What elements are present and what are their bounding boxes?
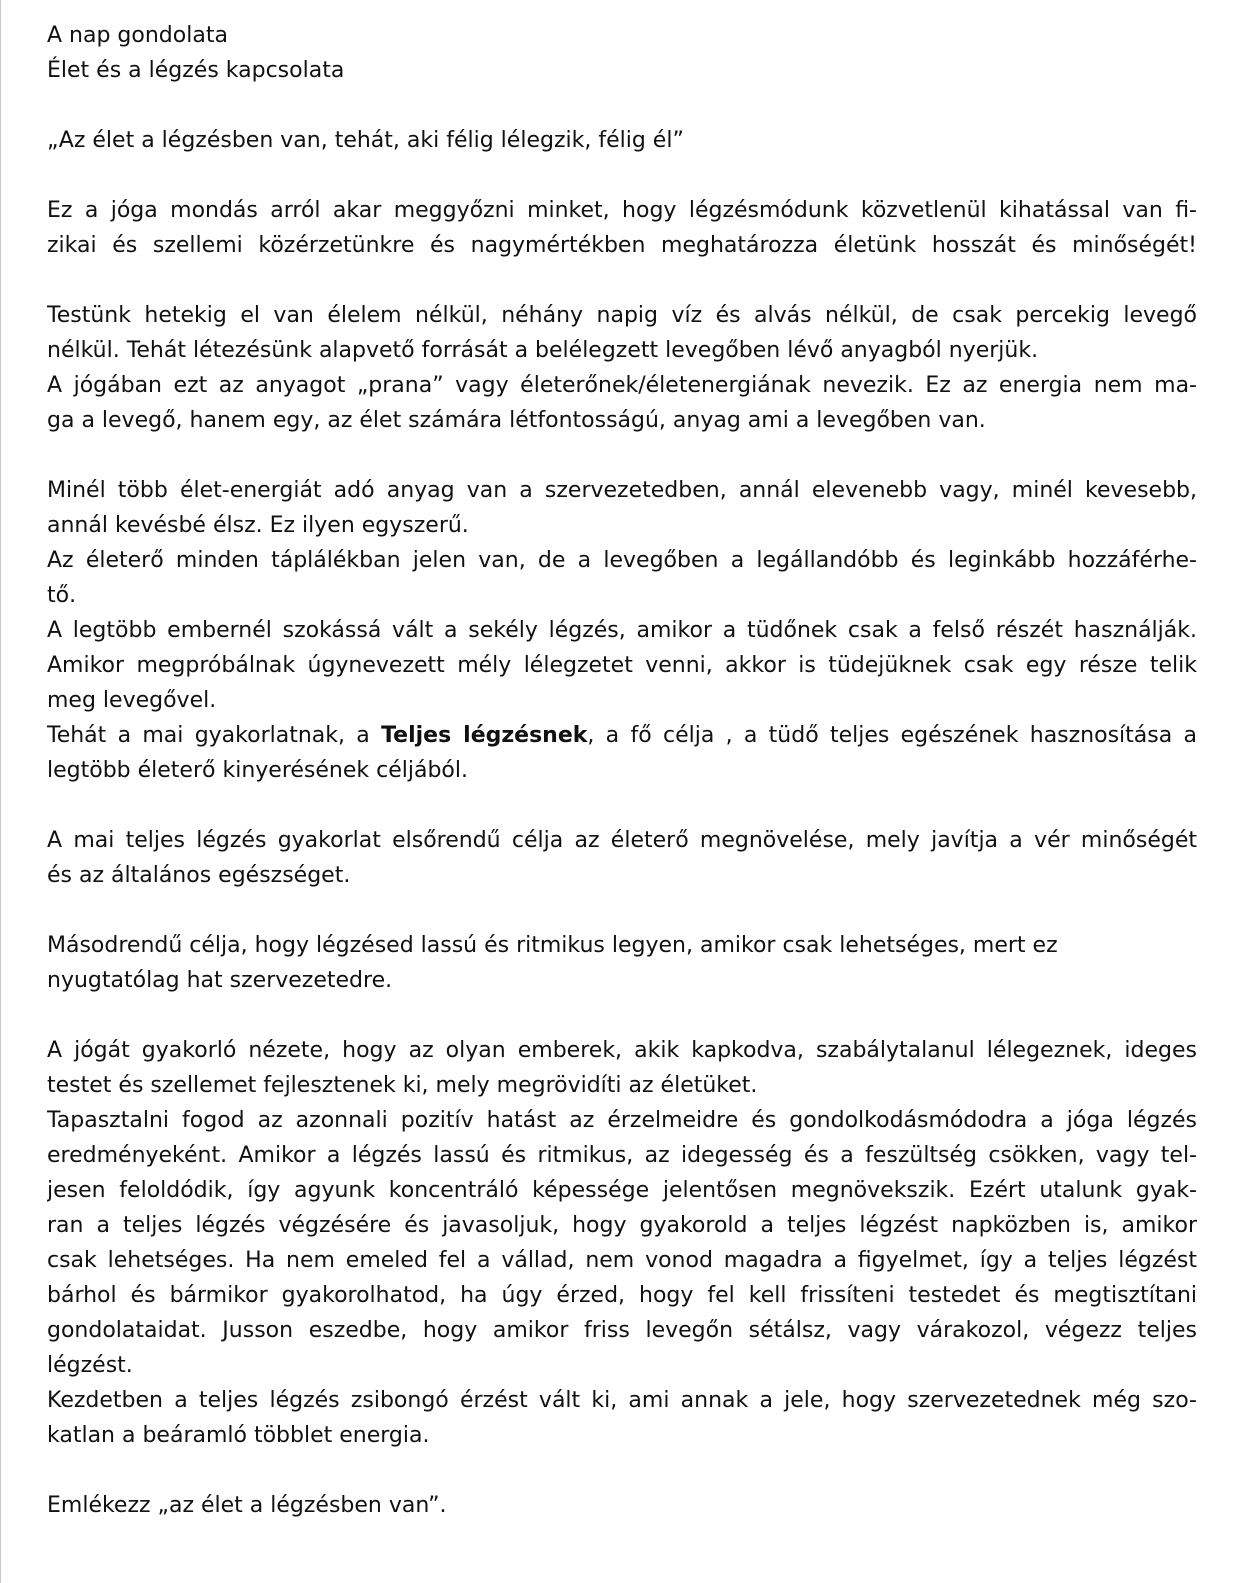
paragraph-line: Ez a jóga mondás arról akar meggyőzni minket, hogy légzésmódunk közvetlenül kihatással van fi- [47, 198, 1197, 223]
paragraph-gap [47, 158, 1197, 193]
paragraph-6 [47, 1033, 1197, 1453]
paragraph-3 [47, 473, 1197, 788]
paragraph-line: A jógában ezt az anyagot „prana” vagy életerőnek/életenergiának nevezik. Ez az energia nem ma- [47, 373, 1197, 398]
paragraph-line: tő. [47, 583, 77, 608]
paragraph-line: Minél több élet-energiát adó anyag van a szervezetedben, annál elevenebb vagy, minél kevesebb, [47, 478, 1197, 503]
paragraph-line: Kezdetben a teljes légzés zsibongó érzést vált ki, ami annak a jele, hogy szervezetednek még szo- [47, 1388, 1197, 1413]
paragraph-line: Az életerő minden táplálékban jelen van, de a levegőben a legállandóbb és leginkább hozzáférhe- [47, 548, 1197, 573]
paragraph-line: bárhol és bármikor gyakorolhatod, ha úgy érzed, hogy fel kell frissíteni testedet és megtisztítani [47, 1283, 1197, 1308]
paragraph-line: ran a teljes légzés végzésére és javasoljuk, hogy gyakorold a teljes légzést napközben is, amikor [47, 1213, 1197, 1238]
paragraph-5 [47, 928, 1197, 998]
paragraph-gap [47, 438, 1197, 473]
paragraph-gap [47, 893, 1197, 928]
paragraph-gap [47, 998, 1197, 1033]
paragraph-line: Testünk hetekig el van élelem nélkül, néhány napig víz és alvás nélkül, de csak percekig levegő [47, 303, 1197, 328]
paragraph-line: nyugtatólag hat szervezetedre. [47, 968, 393, 993]
paragraph-gap [47, 1453, 1197, 1488]
paragraph-line: meg levegővel. [47, 688, 217, 713]
document-title: A nap gondolata [47, 23, 228, 48]
paragraph-line: katlan a beáramló többlet energia. [47, 1423, 430, 1448]
paragraph-line: zikai és szellemi közérzetünkre és nagymértékben meghatározza életünk hosszát és minőségét! [47, 233, 1197, 258]
paragraph-line: Másodrendű célja, hogy légzésed lassú és ritmikus legyen, amikor csak lehetséges, mert ez [47, 933, 1058, 958]
paragraph-line: A mai teljes légzés gyakorlat elsőrendű célja az életerő megnövelése, mely javítja a vér minőségét [47, 828, 1197, 853]
paragraph-2 [47, 298, 1197, 438]
paragraph-line: legtöbb életerő kinyerésének céljából. [47, 758, 468, 783]
paragraph-gap [47, 788, 1197, 823]
text-after-bold: , a fő célja , a tüdő teljes egészének hasznosítása a [587, 723, 1197, 748]
paragraph-line: A legtöbb embernél szokássá vált a sekély légzés, amikor a tüdőnek csak a felső részét használják. [47, 618, 1197, 643]
paragraph-4 [47, 823, 1197, 893]
paragraph-gap [47, 88, 1197, 123]
paragraph-line: ga a levegő, hanem egy, az élet számára létfontosságú, anyag ami a levegőben van. [47, 408, 986, 433]
document-subtitle: Élet és a légzés kapcsolata [47, 58, 345, 83]
paragraph-line: jesen feloldódik, így agyunk koncentráló képessége jelentősen megnövekszik. Ezért utalunk gyak- [47, 1178, 1197, 1203]
paragraph-1 [47, 193, 1197, 263]
paragraph-line: testet és szellemet fejlesztenek ki, mely megrövidíti az életüket. [47, 1073, 758, 1098]
paragraph-line: légzést. [47, 1353, 133, 1378]
paragraph-line-with-bold [47, 718, 1197, 753]
paragraph-line: gondolataidat. Jusson eszedbe, hogy amikor friss levegőn sétálsz, vagy várakozol, végezz teljes [47, 1318, 1197, 1343]
paragraph-line: Amikor megpróbálnak úgynevezett mély lélegzetet venni, akkor is tüdejüknek csak egy része telik [47, 653, 1197, 678]
paragraph-gap [47, 263, 1197, 298]
paragraph-line: annál kevésbé élsz. Ez ilyen egyszerű. [47, 513, 469, 538]
paragraph-line: nélkül. Tehát létezésünk alapvető forrását a belélegzett levegőben lévő anyagból nyerjük. [47, 338, 1039, 363]
paragraph-line: A jógát gyakorló nézete, hogy az olyan emberek, akik kapkodva, szabálytalanul lélegeznek, ideges [47, 1038, 1197, 1063]
quote: „Az élet a légzésben van, tehát, aki félig lélegzik, félig él” [47, 128, 684, 153]
paragraph-line: csak lehetséges. Ha nem emeled fel a vállad, nem vonod magadra a figyelmet, így a teljes légzést [47, 1248, 1197, 1273]
paragraph-line: Tapasztalni fogod az azonnali pozitív hatást az érzelmeidre és gondolkodásmódodra a jóga légzés [47, 1108, 1197, 1133]
paragraph-line: és az általános egészséget. [47, 863, 351, 888]
paragraph-line: eredményeként. Amikor a légzés lassú és ritmikus, az idegesség és a feszültség csökken, vagy tel- [47, 1143, 1197, 1168]
bold-term: Teljes légzésnek [381, 723, 588, 748]
closing-line: Emlékezz „az élet a légzésben van”. [47, 1493, 447, 1518]
text-before-bold: Tehát a mai gyakorlatnak, a [47, 723, 382, 748]
document-body [47, 18, 1197, 1523]
